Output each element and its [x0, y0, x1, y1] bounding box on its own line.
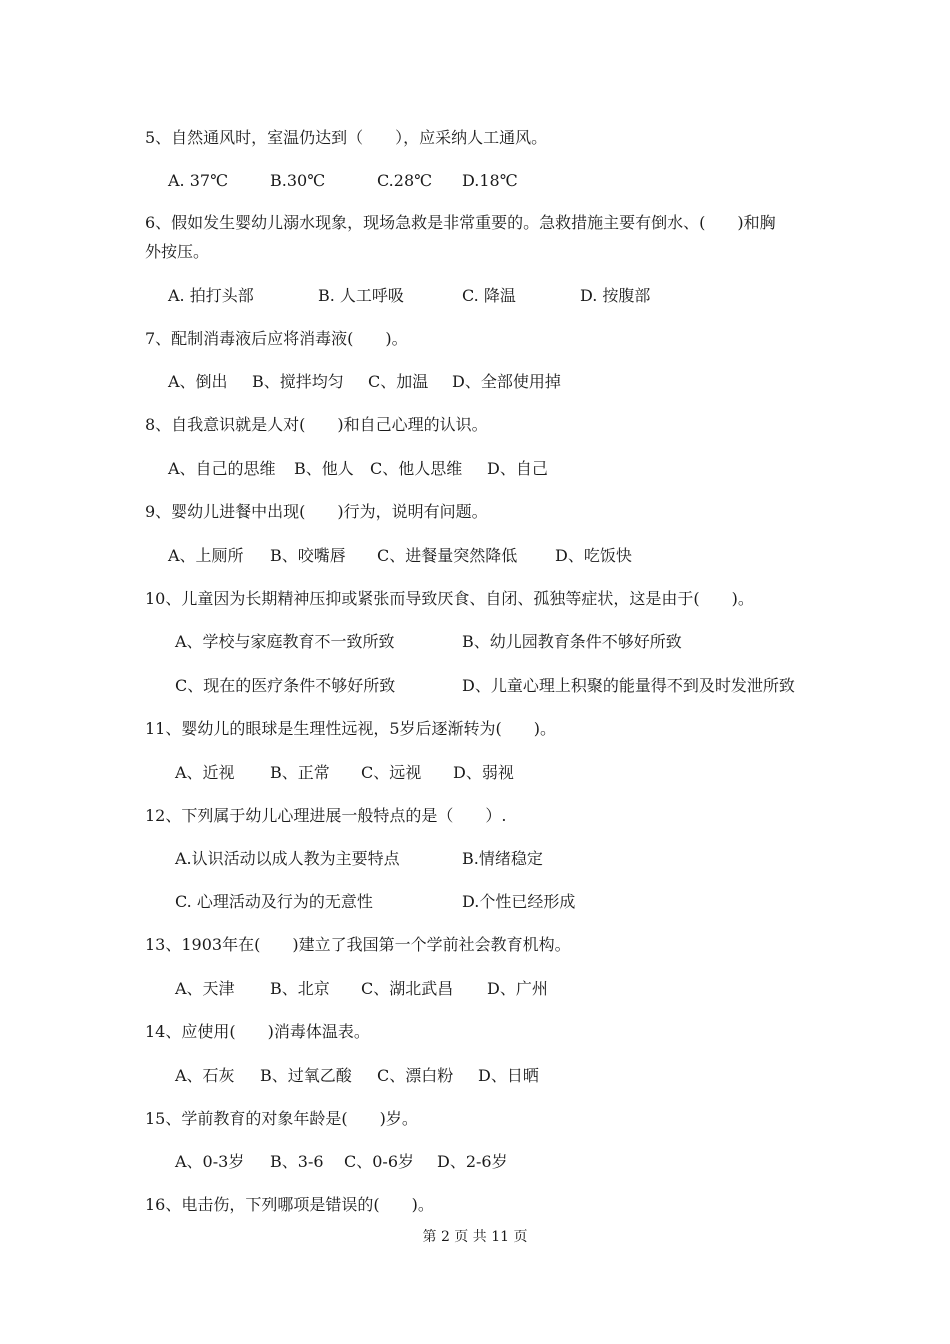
question-14-stem: 14、应使用( )消毒体温表。 — [145, 1022, 370, 1041]
question-9-option-b: B、咬嘴唇 — [270, 546, 346, 565]
question-12-option-a: A.认识活动以成人教为主要特点 — [175, 849, 400, 868]
question-5-option-c: C.28℃ — [377, 171, 433, 190]
question-9-option-a: A、上厕所 — [168, 546, 244, 565]
question-11-option-b: B、正常 — [270, 763, 330, 782]
question-6-option-d: D. 按腹部 — [580, 286, 651, 305]
question-12-option-d: D.个性已经形成 — [462, 892, 576, 911]
question-14-option-a: A、石灰 — [175, 1066, 235, 1085]
question-11-stem: 11、婴幼儿的眼球是生理性远视，5岁后逐渐转为( )。 — [145, 719, 557, 738]
question-10-option-b: B、幼儿园教育条件不够好所致 — [462, 632, 682, 651]
question-11-option-c: C、远视 — [361, 763, 422, 782]
question-10-stem: 10、儿童因为长期精神压抑或紧张而导致厌食、自闭、孤独等症状，这是由于( )。 — [145, 589, 754, 608]
question-15-option-d: D、2-6岁 — [437, 1152, 508, 1171]
question-11-option-a: A、近视 — [175, 763, 235, 782]
question-10-option-a: A、学校与家庭教育不一致所致 — [175, 632, 395, 651]
question-5-option-d: D.18℃ — [462, 171, 518, 190]
question-5-option-b: B.30℃ — [270, 171, 326, 190]
question-7-option-b: B、搅拌均匀 — [252, 372, 344, 391]
question-13-option-a: A、天津 — [175, 979, 235, 998]
question-14-option-b: B、过氧乙酸 — [260, 1066, 352, 1085]
question-7-option-c: C、加温 — [368, 372, 429, 391]
question-16-stem: 16、电击伤，下列哪项是错误的( )。 — [145, 1195, 434, 1214]
question-7-option-a: A、倒出 — [168, 372, 228, 391]
question-13-option-b: B、北京 — [270, 979, 330, 998]
question-6-option-c: C. 降温 — [462, 286, 516, 305]
question-11-option-d: D、弱视 — [453, 763, 514, 782]
question-13-option-c: C、湖北武昌 — [361, 979, 454, 998]
question-6-stem-continued: 外按压。 — [145, 242, 210, 261]
question-6-stem: 6、假如发生婴幼儿溺水现象，现场急救是非常重要的。急救措施主要有倒水、( )和胸 — [145, 213, 776, 232]
question-12-option-c: C. 心理活动及行为的无意性 — [175, 892, 373, 911]
question-9-option-c: C、进餐量突然降低 — [377, 546, 518, 565]
question-6-option-b: B. 人工呼吸 — [318, 286, 404, 305]
question-8-option-c: C、他人思维 — [370, 459, 463, 478]
question-5-stem: 5、自然通风时，室温仍达到（ ），应采纳人工通风。 — [145, 128, 548, 147]
question-5-option-a: A. 37℃ — [168, 171, 228, 190]
question-13-stem: 13、1903年在( )建立了我国第一个学前社会教育机构。 — [145, 935, 571, 954]
question-15-option-b: B、3-6 — [270, 1152, 324, 1171]
question-15-option-a: A、0-3岁 — [175, 1152, 245, 1171]
question-12-option-b: B.情绪稳定 — [462, 849, 543, 868]
question-8-stem: 8、自我意识就是人对( )和自己心理的认识。 — [145, 415, 488, 434]
question-6-option-a: A. 拍打头部 — [168, 286, 254, 305]
question-7-option-d: D、全部使用掉 — [452, 372, 561, 391]
question-14-option-d: D、日晒 — [478, 1066, 539, 1085]
question-8-option-a: A、自己的思维 — [168, 459, 276, 478]
question-15-stem: 15、学前教育的对象年龄是( )岁。 — [145, 1109, 418, 1128]
page-number-footer: 第 2 页 共 11 页 — [422, 1229, 528, 1245]
question-10-option-d: D、儿童心理上积聚的能量得不到及时发泄所致 — [462, 676, 795, 695]
question-14-option-c: C、漂白粉 — [377, 1066, 454, 1085]
question-9-option-d: D、吃饭快 — [555, 546, 632, 565]
question-7-stem: 7、配制消毒液后应将消毒液( )。 — [145, 329, 408, 348]
question-9-stem: 9、婴幼儿进餐中出现( )行为，说明有问题。 — [145, 502, 488, 521]
question-12-stem: 12、下列属于幼儿心理进展一般特点的是（ ）. — [145, 806, 507, 825]
question-8-option-d: D、自己 — [487, 459, 548, 478]
question-15-option-c: C、0-6岁 — [344, 1152, 415, 1171]
question-13-option-d: D、广州 — [487, 979, 548, 998]
question-8-option-b: B、他人 — [294, 459, 354, 478]
question-10-option-c: C、现在的医疗条件不够好所致 — [175, 676, 396, 695]
